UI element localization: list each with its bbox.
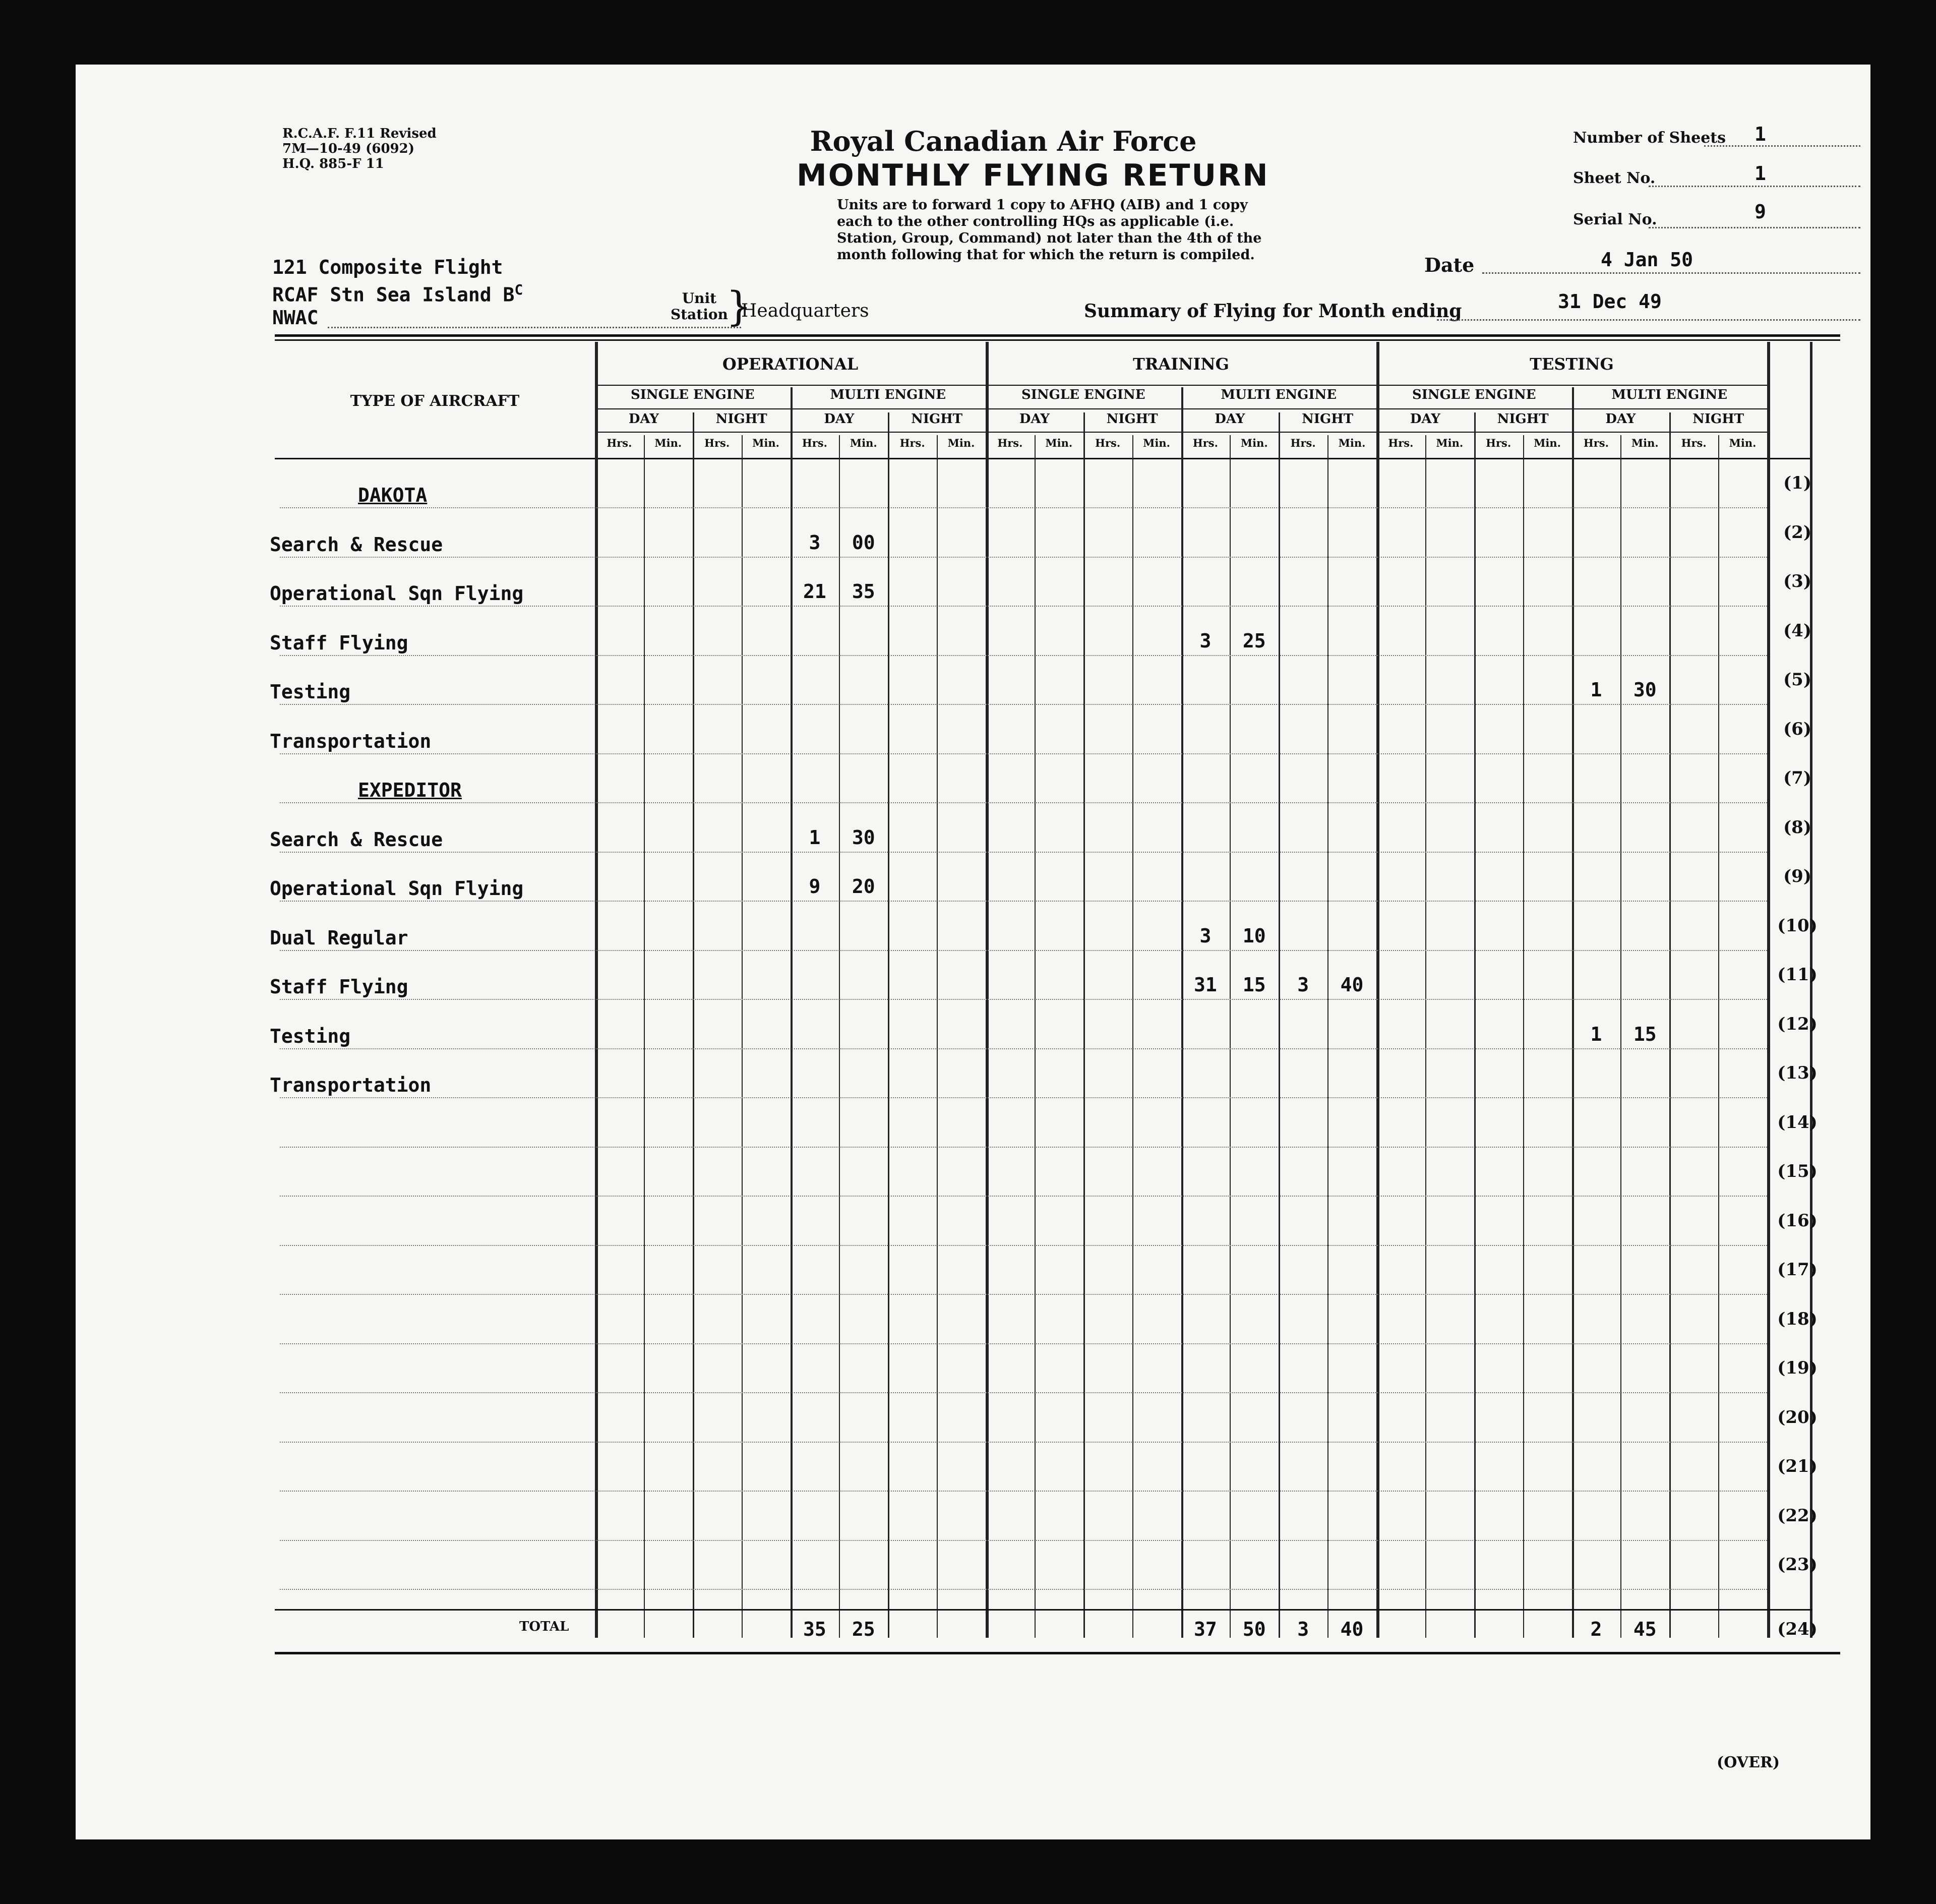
table-top-rule	[275, 339, 1840, 341]
column-rule	[1523, 435, 1524, 1638]
row-number: (13)	[1777, 1063, 1818, 1083]
column-rule	[1669, 412, 1671, 1638]
unit-header: Min.	[1436, 437, 1464, 449]
total-bottom-rule	[275, 1652, 1840, 1654]
aircraft-type-heading: EXPEDITOR	[358, 779, 462, 801]
row-label: Staff Flying	[270, 631, 408, 654]
row-number: (12)	[1777, 1014, 1818, 1034]
summary-label: Summary of Flying for Month ending	[1084, 301, 1462, 322]
engine-header-rule	[1376, 408, 1572, 409]
row-rule	[280, 1245, 1767, 1246]
header-bottom-rule	[275, 458, 1812, 459]
row-rule	[280, 802, 1767, 803]
row-label: Testing	[270, 681, 351, 703]
total-value: 2	[1590, 1618, 1602, 1640]
group-header: TRAINING	[1133, 354, 1229, 374]
row-value: 3	[1297, 974, 1309, 996]
unit-line-2-text: RCAF Stn Sea Island B	[272, 283, 515, 306]
row-number: (16)	[1777, 1210, 1818, 1231]
period-header: NIGHT	[1692, 411, 1744, 427]
row-value: 30	[1633, 679, 1657, 701]
column-rule	[595, 342, 598, 1638]
unit-header: Hrs.	[1095, 437, 1121, 449]
engine-header: SINGLE ENGINE	[1021, 387, 1145, 402]
engine-header-rule	[1181, 408, 1377, 409]
row-number: (23)	[1777, 1555, 1818, 1575]
total-label: TOTAL	[519, 1619, 569, 1634]
row-rule	[280, 507, 1767, 508]
engine-header: MULTI ENGINE	[1221, 387, 1337, 402]
engine-header: SINGLE ENGINE	[1412, 387, 1536, 402]
column-rule	[1083, 412, 1085, 1638]
period-header-rule	[1572, 432, 1670, 433]
engine-header: SINGLE ENGINE	[630, 387, 755, 402]
period-header: DAY	[824, 411, 855, 427]
unit-header: Hrs.	[1681, 437, 1707, 449]
period-header: DAY	[1019, 411, 1050, 427]
row-rule	[280, 753, 1767, 754]
period-header-rule	[1279, 432, 1376, 433]
month-ending-value: 31 Dec 49	[1558, 290, 1662, 313]
period-header-rule	[693, 432, 791, 433]
period-header: DAY	[1410, 411, 1440, 427]
dotted-line	[1649, 186, 1860, 187]
type-of-aircraft-header: TYPE OF AIRCRAFT	[350, 392, 520, 410]
row-number: (7)	[1783, 768, 1811, 788]
total-value: 25	[852, 1618, 875, 1640]
column-rule	[1376, 342, 1379, 1638]
unit-header: Min.	[1045, 437, 1073, 449]
unit-header: Hrs.	[802, 437, 827, 449]
total-value: 37	[1194, 1618, 1217, 1640]
period-header: NIGHT	[715, 411, 767, 427]
row-value: 35	[852, 580, 875, 603]
row-rule	[280, 1048, 1767, 1049]
column-rule	[1181, 387, 1183, 1638]
column-rule	[1572, 387, 1574, 1638]
row-rule	[280, 606, 1767, 607]
row-value: 1	[1590, 679, 1602, 701]
form-code: R.C.A.F. F.11 Revised 7M—10-49 (6092) H.Q. 885-F 11	[282, 126, 437, 171]
unit-line-1: 121 Composite Flight	[272, 256, 503, 278]
period-header-rule	[791, 432, 888, 433]
column-rule	[986, 342, 989, 1638]
period-header-rule	[1181, 432, 1279, 433]
column-rule	[791, 387, 793, 1638]
period-header-rule	[1376, 432, 1474, 433]
row-number: (10)	[1777, 915, 1818, 936]
engine-header-rule	[791, 408, 986, 409]
row-label: Search & Rescue	[270, 828, 443, 851]
period-header-rule	[1669, 432, 1767, 433]
unit-header: Hrs.	[607, 437, 632, 449]
row-value: 10	[1242, 924, 1266, 947]
row-number: (1)	[1783, 473, 1811, 493]
row-value: 21	[803, 580, 826, 603]
row-number: (3)	[1783, 571, 1811, 591]
engine-header-rule	[1572, 408, 1768, 409]
dotted-line	[1649, 227, 1860, 228]
unit-header: Min.	[1534, 437, 1561, 449]
period-header: DAY	[1215, 411, 1245, 427]
unit-header: Min.	[1729, 437, 1757, 449]
row-rule	[280, 1589, 1767, 1590]
row-label: Search & Rescue	[270, 533, 443, 556]
row-value: 3	[1199, 924, 1212, 947]
dotted-line	[1704, 145, 1860, 147]
row-rule	[280, 950, 1767, 951]
row-number: (4)	[1783, 620, 1811, 641]
row-rule	[280, 1392, 1767, 1393]
unit-header: Hrs.	[1583, 437, 1609, 449]
column-rule	[1132, 435, 1133, 1638]
date-value: 4 Jan 50	[1601, 249, 1693, 271]
num-sheets-label: Number of Sheets	[1573, 129, 1726, 147]
row-rule	[280, 1491, 1767, 1492]
period-header: DAY	[1605, 411, 1636, 427]
sheet-no-label: Sheet No.	[1573, 169, 1656, 187]
unit-header: Hrs.	[1290, 437, 1316, 449]
group-header-rule	[595, 385, 986, 386]
unit-header: Min.	[947, 437, 975, 449]
row-rule	[280, 1147, 1767, 1148]
row-rule	[280, 1540, 1767, 1541]
row-rule	[280, 655, 1767, 656]
row-rule	[280, 1196, 1767, 1197]
serial-no-value: 9	[1754, 201, 1766, 223]
form-sheet	[76, 65, 1870, 1839]
unit-station-value: Headquarters	[741, 301, 869, 321]
row-value: 25	[1242, 629, 1266, 652]
row-number: (17)	[1777, 1260, 1818, 1280]
total-value: 45	[1633, 1618, 1657, 1640]
column-rule	[742, 435, 743, 1638]
form-instructions: Units are to forward 1 copy to AFHQ (AIB) and 1 copy each to the other controlling HQs as applicable (i.e. Station, Group, Command) not later than the 4th of the month following that for which the return is compiled.	[837, 197, 1262, 263]
period-header-rule	[1474, 432, 1572, 433]
unit-header: Min.	[654, 437, 682, 449]
row-rule	[280, 1343, 1767, 1344]
row-number: (22)	[1777, 1505, 1818, 1526]
aircraft-type-heading: DAKOTA	[358, 484, 428, 506]
unit-header: Hrs.	[704, 437, 730, 449]
engine-header: MULTI ENGINE	[1611, 387, 1728, 402]
column-rule	[1474, 412, 1476, 1638]
engine-header: MULTI ENGINE	[830, 387, 946, 402]
row-value: 15	[1633, 1023, 1657, 1045]
row-value: 1	[1590, 1023, 1602, 1045]
group-header: OPERATIONAL	[722, 354, 859, 374]
num-sheets-value: 1	[1754, 123, 1766, 145]
column-rule	[644, 435, 645, 1638]
row-value: 20	[852, 875, 875, 898]
row-rule	[280, 852, 1767, 853]
row-value: 1	[809, 826, 821, 849]
column-rule	[839, 435, 840, 1638]
row-value: 15	[1242, 974, 1266, 996]
unit-line-3: NWAC	[272, 307, 319, 329]
unit-station-label: Unit Station	[671, 290, 728, 323]
period-header: NIGHT	[1302, 411, 1354, 427]
row-value: 30	[852, 826, 875, 849]
dotted-line	[1437, 319, 1860, 321]
unit-line-2-superscript: C	[514, 281, 523, 298]
row-label: Dual Regular	[270, 926, 408, 949]
row-rule	[280, 901, 1767, 902]
unit-header: Hrs.	[1192, 437, 1218, 449]
period-header-rule	[888, 432, 986, 433]
row-number: (15)	[1777, 1161, 1818, 1181]
row-number: (18)	[1777, 1308, 1818, 1329]
row-label: Transportation	[270, 730, 432, 752]
column-rule	[1718, 435, 1719, 1638]
unit-header: Min.	[752, 437, 779, 449]
over-label: (OVER)	[1717, 1754, 1780, 1771]
row-value: 3	[809, 531, 821, 554]
row-value: 3	[1199, 629, 1212, 652]
serial-no-label: Serial No.	[1573, 211, 1657, 228]
row-label: Staff Flying	[270, 976, 408, 998]
form-subtitle: MONTHLY FLYING RETURN	[797, 158, 1269, 193]
unit-header: Min.	[1631, 437, 1659, 449]
period-header-rule	[986, 432, 1083, 433]
dotted-line	[328, 327, 741, 328]
row-number: (8)	[1783, 817, 1811, 838]
row-number: (19)	[1777, 1358, 1818, 1378]
unit-line-2	[272, 281, 523, 306]
sheet-no-value: 1	[1754, 162, 1766, 185]
total-value: 40	[1340, 1618, 1364, 1640]
row-value: 00	[852, 531, 875, 554]
unit-header: Hrs.	[1486, 437, 1511, 449]
date-label: Date	[1424, 254, 1475, 276]
table-top-rule	[275, 334, 1840, 337]
row-label: Testing	[270, 1025, 351, 1047]
column-rule	[1425, 435, 1426, 1638]
row-rule	[280, 1294, 1767, 1295]
total-value: 35	[803, 1618, 826, 1640]
period-header: NIGHT	[1497, 411, 1549, 427]
column-rule	[1230, 435, 1231, 1638]
row-number: (21)	[1777, 1456, 1818, 1476]
group-header: TESTING	[1530, 354, 1614, 374]
row-label: Operational Sqn Flying	[270, 877, 524, 900]
period-header: NIGHT	[1106, 411, 1158, 427]
unit-header: Hrs.	[1388, 437, 1414, 449]
period-header: DAY	[628, 411, 659, 427]
row-value: 40	[1340, 974, 1364, 996]
unit-header: Min.	[850, 437, 877, 449]
row-rule	[280, 999, 1767, 1000]
period-header-rule	[1083, 432, 1181, 433]
total-value: 50	[1242, 1618, 1266, 1640]
unit-header: Min.	[1338, 437, 1366, 449]
row-number: (2)	[1783, 522, 1811, 543]
row-label: Transportation	[270, 1074, 432, 1096]
row-rule	[280, 1442, 1767, 1443]
row-rule	[280, 1097, 1767, 1098]
row-value: 31	[1194, 974, 1217, 996]
row-rule	[280, 557, 1767, 558]
column-rule	[693, 412, 694, 1638]
period-header-rule	[595, 432, 693, 433]
row-rule	[280, 704, 1767, 705]
unit-header: Min.	[1143, 437, 1170, 449]
total-value: 3	[1297, 1618, 1309, 1640]
row-number: (20)	[1777, 1407, 1818, 1427]
row-number: (5)	[1783, 670, 1811, 690]
unit-header: Min.	[1240, 437, 1268, 449]
group-header-rule	[986, 385, 1376, 386]
unit-header: Hrs.	[899, 437, 925, 449]
column-rule	[1327, 435, 1328, 1638]
engine-header-rule	[986, 408, 1181, 409]
group-header-rule	[1376, 385, 1767, 386]
column-rule	[888, 412, 889, 1638]
total-top-rule	[275, 1609, 1812, 1611]
engine-header-rule	[595, 408, 791, 409]
unit-header: Hrs.	[997, 437, 1023, 449]
period-header: NIGHT	[911, 411, 963, 427]
row-number: (11)	[1777, 965, 1818, 985]
form-title: Royal Canadian Air Force	[810, 125, 1197, 157]
row-number: (9)	[1783, 866, 1811, 886]
row-number: (24)	[1777, 1619, 1818, 1639]
brace: }	[726, 283, 752, 330]
row-number: (14)	[1777, 1112, 1818, 1133]
row-label: Operational Sqn Flying	[270, 582, 524, 605]
column-rule	[937, 435, 938, 1638]
dotted-line	[1482, 272, 1860, 274]
row-value: 9	[809, 875, 821, 898]
column-rule	[1279, 412, 1280, 1638]
column-rule	[1035, 435, 1036, 1638]
row-number: (6)	[1783, 719, 1811, 739]
